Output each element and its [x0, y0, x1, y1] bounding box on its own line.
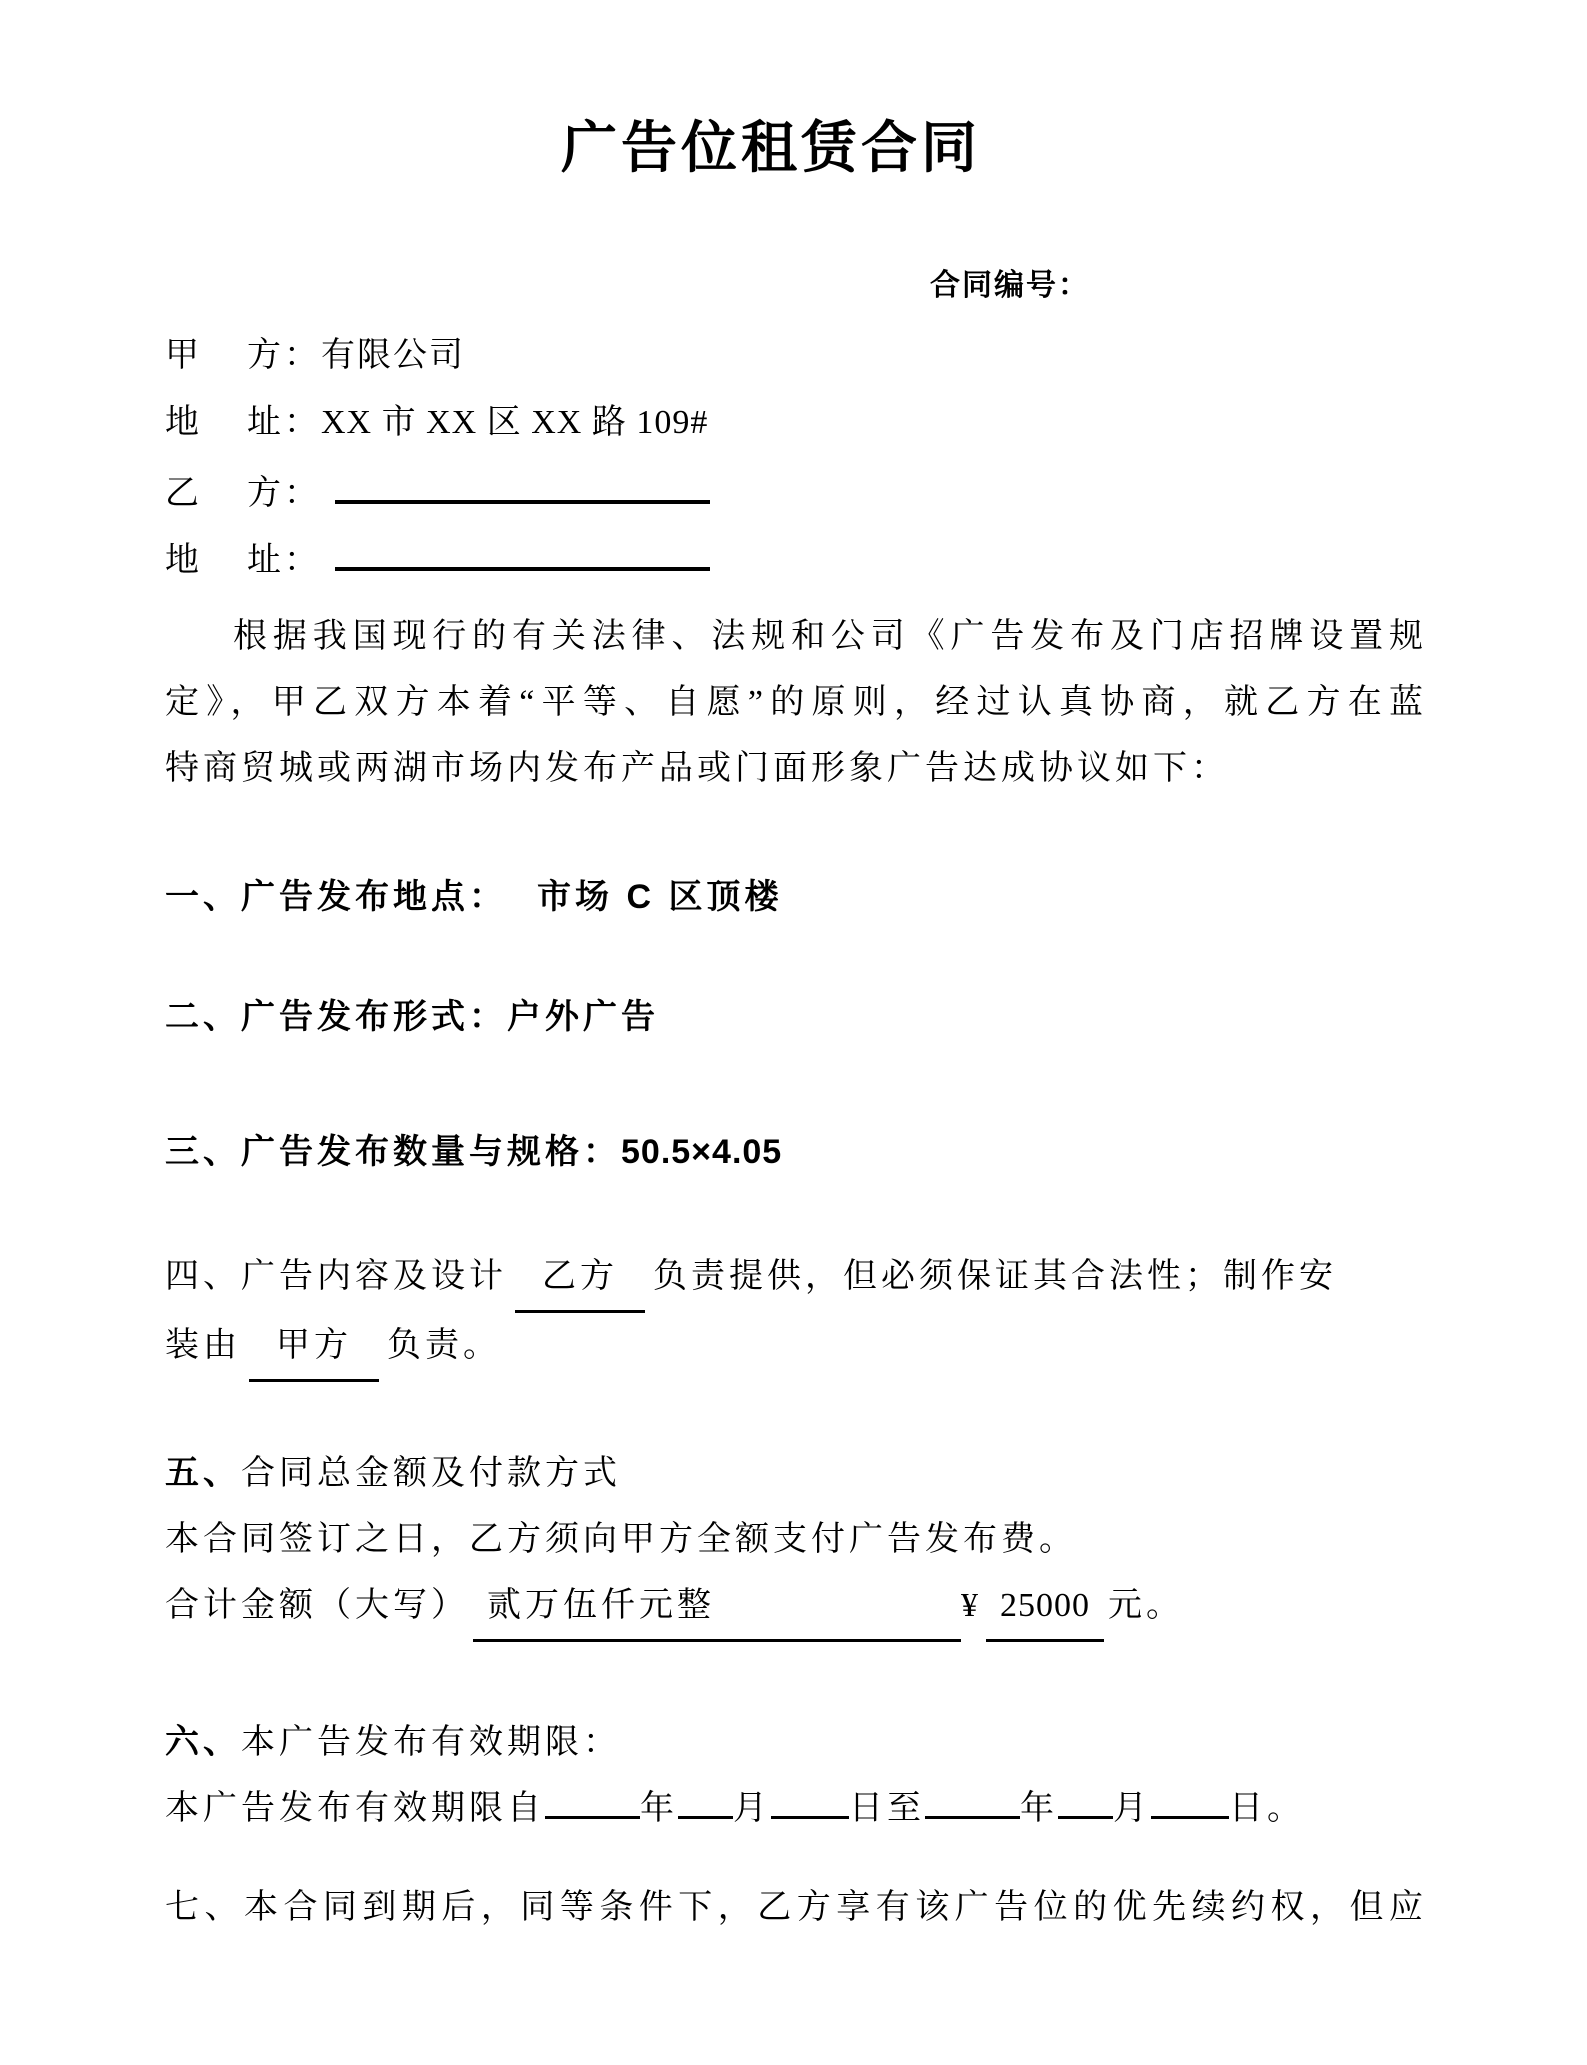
preamble-line-2: 定》，甲乙双方本着“平等、自愿”的原则，经过认真协商，就乙方在蓝	[165, 684, 1427, 721]
contract-number-line	[165, 266, 1427, 306]
section-5-heading: 合同总金额及付款方式	[241, 1455, 621, 1492]
section-5-amount-line	[165, 1573, 1427, 1642]
party-b-address-label-char: 地	[165, 542, 202, 579]
section-4-ad-content-design	[165, 1244, 1427, 1382]
day-to-label: 日至	[849, 1790, 925, 1827]
preamble-line-3: 特商贸城或两湖市场内发布产品或门面形象广告达成协议如下：	[165, 750, 1229, 787]
month-label-2: 月	[1113, 1790, 1151, 1827]
party-a-address-label-rest: 址：	[247, 404, 321, 441]
section-4-text-3: 装由	[165, 1327, 241, 1364]
currency-symbol: ¥	[961, 1587, 982, 1624]
section-5-number: 五、	[165, 1454, 241, 1492]
day-label-2: 日。	[1229, 1790, 1305, 1827]
section-4-text-1: 四、广告内容及设计	[165, 1258, 507, 1295]
section-1-line	[165, 864, 1427, 931]
party-a-address-row	[165, 389, 1427, 456]
year-label-2: 年	[1020, 1790, 1058, 1827]
start-year-blank	[545, 1776, 640, 1819]
section-1-ad-location	[165, 864, 1427, 931]
section-5-total-amount-payment	[165, 1440, 1427, 1642]
contract-document-page	[0, 118, 1587, 1941]
section-2-ad-form	[165, 984, 1427, 1051]
section-7-line: 七、本合同到期后，同等条件下，乙方享有该广告位的优先续约权，但应	[165, 1889, 1427, 1926]
section-5-heading-line	[165, 1440, 1427, 1507]
section-3-ad-quantity-spec	[165, 1119, 1427, 1186]
party-b-address-label-rest: 址：	[247, 542, 321, 579]
parties-block	[165, 322, 1427, 590]
start-month-blank	[678, 1776, 733, 1819]
section-1-value: 市场 C 区顶楼	[537, 878, 783, 916]
section-2-value: 户外广告	[507, 998, 659, 1036]
section-4-party-b-blank: 乙方	[515, 1244, 645, 1313]
section-7-renewal-priority	[165, 1875, 1427, 1941]
section-2-line	[165, 984, 1427, 1051]
date-line-prefix: 本广告发布有效期限自	[165, 1790, 545, 1827]
party-a-row	[165, 322, 1427, 389]
section-6-date-line	[165, 1776, 1427, 1842]
amount-in-words-blank: 贰万伍仟元整	[473, 1573, 961, 1642]
section-6-heading-line	[165, 1709, 1427, 1776]
amount-digits-blank: 25000	[986, 1573, 1104, 1642]
section-4-line-1	[165, 1244, 1427, 1313]
section-6-number: 六、	[165, 1723, 241, 1761]
end-month-blank	[1058, 1776, 1113, 1819]
end-year-blank	[925, 1776, 1020, 1819]
amount-suffix: 元。	[1108, 1587, 1184, 1624]
section-1-label: 一、广告发布地点：	[165, 878, 507, 916]
party-a-address-label-char: 地	[165, 404, 202, 441]
section-2-label: 二、广告发布形式：	[165, 998, 507, 1036]
section-6-validity-period	[165, 1709, 1427, 1842]
end-day-blank	[1151, 1776, 1229, 1819]
section-5-payment-line: 本合同签订之日，乙方须向甲方全额支付广告发布费。	[165, 1521, 1077, 1558]
party-b-label-char: 乙	[165, 475, 202, 512]
section-3-label: 三、广告发布数量与规格：	[165, 1133, 621, 1171]
contract-number-label: 合同编号：	[930, 269, 1090, 302]
section-4-text-2: 负责提供，但必须保证其合法性；制作安	[653, 1258, 1337, 1295]
amount-label: 合计金额（大写）	[165, 1587, 469, 1624]
section-3-line	[165, 1119, 1427, 1186]
party-a-address-value: XX 市 XX 区 XX 路 109#	[321, 404, 709, 441]
section-4-party-a-blank: 甲方	[249, 1313, 379, 1382]
preamble-line-1: 根据我国现行的有关法律、法规和公司《广告发布及门店招牌设置规	[233, 618, 1427, 655]
party-b-fill-blank	[335, 456, 710, 504]
preamble-paragraph	[165, 604, 1427, 802]
section-6-heading: 本广告发布有效期限：	[241, 1724, 621, 1761]
year-label-1: 年	[640, 1790, 678, 1827]
document-title: 广告位租赁合同	[561, 116, 981, 179]
party-a-value: 有限公司	[321, 337, 465, 374]
start-day-blank	[771, 1776, 849, 1819]
party-b-address-fill-blank	[335, 523, 710, 571]
party-a-label-rest: 方：	[247, 337, 321, 374]
month-label-1: 月	[733, 1790, 771, 1827]
party-b-address-row	[165, 523, 1427, 590]
party-a-label-char: 甲	[165, 337, 202, 374]
party-b-label-rest: 方：	[247, 475, 321, 512]
section-4-line-2	[165, 1313, 1427, 1382]
party-b-row	[165, 456, 1427, 523]
section-4-text-4: 负责。	[387, 1327, 501, 1364]
section-3-value: 50.5×4.05	[621, 1133, 783, 1171]
